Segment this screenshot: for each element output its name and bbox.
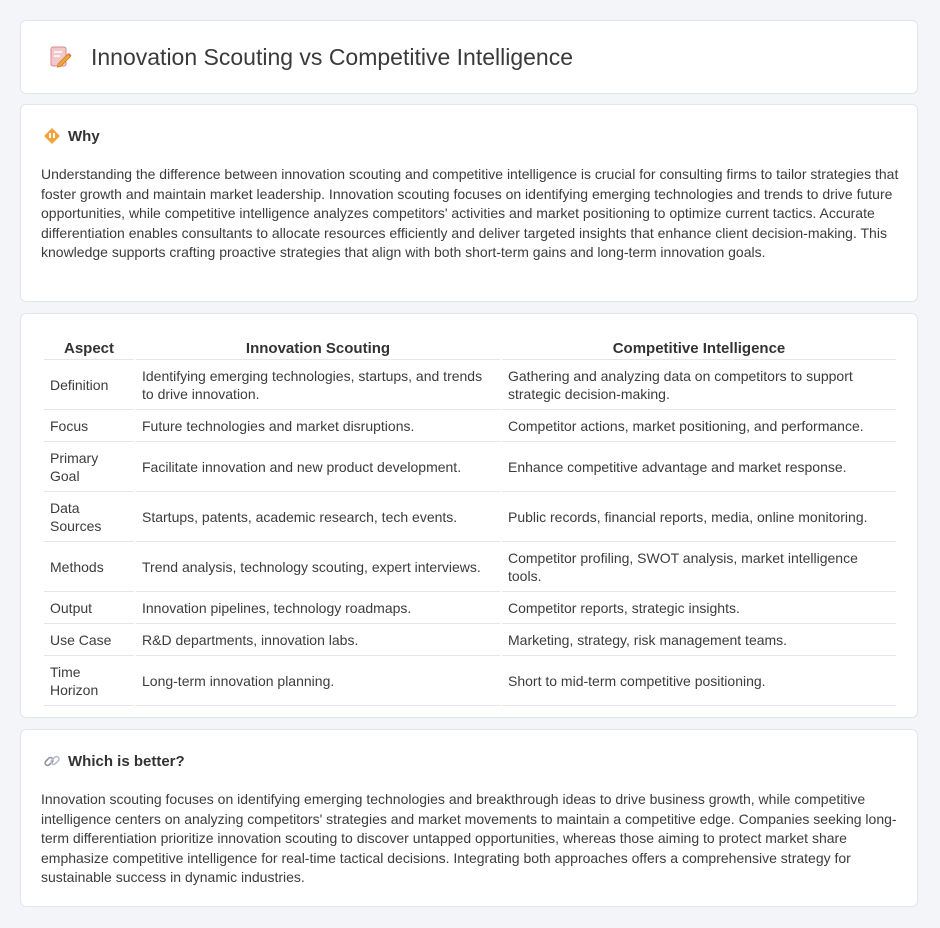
- why-section: [20, 104, 918, 302]
- row-aspect: Methods: [44, 542, 134, 592]
- table-row: [44, 542, 896, 592]
- better-text: Innovation scouting focuses on identifying emerging technologies and breakthrough ideas to drive business growth, while competitive intelligence centers on analyzing competitors' strategies and market movements to maintain a competitive edge. Companies seeking long-term differentiation prioritize innovation scouting to discover untapped opportunities, whereas those aiming to protect market share emphasize competitive intelligence for real-time tactical decisions. Integrating both approaches offers a comprehensive strategy for sustainable success in dynamic industries.: [41, 791, 897, 885]
- row-intelligence-value: Public records, financial reports, media, online monitoring.: [502, 492, 896, 542]
- table-row: [44, 492, 896, 542]
- row-innovation-value: Future technologies and market disruptions.: [136, 410, 500, 442]
- table-row: [44, 442, 896, 492]
- row-intelligence-value: Competitor reports, strategic insights.: [502, 592, 896, 624]
- header-competitive-intelligence: Competitive Intelligence: [502, 335, 896, 360]
- row-aspect: Time Horizon: [44, 656, 134, 706]
- title-row: [21, 21, 917, 93]
- row-aspect: Output: [44, 592, 134, 624]
- row-innovation-value: Facilitate innovation and new product development.: [136, 442, 500, 492]
- row-intelligence-value: Enhance competitive advantage and market response.: [502, 442, 896, 492]
- better-heading: Which is better?: [68, 752, 185, 770]
- link-icon: [43, 752, 61, 770]
- row-innovation-value: R&D departments, innovation labs.: [136, 624, 500, 656]
- row-aspect: Data Sources: [44, 492, 134, 542]
- which-is-better-section: [20, 729, 918, 907]
- comparison-table: [42, 335, 898, 706]
- row-aspect: Use Case: [44, 624, 134, 656]
- table-row: [44, 624, 896, 656]
- table-row: [44, 592, 896, 624]
- table-row: [44, 360, 896, 410]
- better-heading-row: [43, 752, 185, 770]
- row-aspect: Definition: [44, 360, 134, 410]
- row-aspect: Primary Goal: [44, 442, 134, 492]
- comparison-section: [20, 313, 918, 718]
- row-innovation-value: Innovation pipelines, technology roadmaps.: [136, 592, 500, 624]
- row-intelligence-value: Gathering and analyzing data on competitors to support strategic decision-making.: [502, 360, 896, 410]
- row-innovation-value: Identifying emerging technologies, startups, and trends to drive innovation.: [136, 360, 500, 410]
- document-pencil-icon: [47, 44, 73, 70]
- header-innovation-scouting: Innovation Scouting: [136, 335, 500, 360]
- page-title: Innovation Scouting vs Competitive Intelligence: [91, 43, 574, 70]
- row-intelligence-value: Competitor actions, market positioning, and performance.: [502, 410, 896, 442]
- row-innovation-value: Long-term innovation planning.: [136, 656, 500, 706]
- row-intelligence-value: Short to mid-term competitive positioning.: [502, 656, 896, 706]
- table-row: [44, 656, 896, 706]
- why-heading: Why: [68, 127, 100, 145]
- row-innovation-value: Startups, patents, academic research, tech events.: [136, 492, 500, 542]
- row-intelligence-value: Competitor profiling, SWOT analysis, market intelligence tools.: [502, 542, 896, 592]
- table-header-row: [44, 335, 896, 360]
- title-card: [20, 20, 918, 94]
- warning-diamond-icon: [43, 127, 61, 145]
- table-row: [44, 410, 896, 442]
- why-heading-row: [43, 127, 100, 145]
- row-aspect: Focus: [44, 410, 134, 442]
- header-aspect: Aspect: [44, 335, 134, 360]
- row-innovation-value: Trend analysis, technology scouting, expert interviews.: [136, 542, 500, 592]
- why-text: Understanding the difference between innovation scouting and competitive intelligence is crucial for consulting firms to tailor strategies that foster growth and maintain market leadership. Innovation scouting focuses on identifying emerging technologies and trends to drive future opportunities, while competitive intelligence analyzes competitors' activities and market positioning to optimize current tactics. Accurate differentiation enables consultants to allocate resources efficiently and deliver targeted insights that enhance client decision-making. This knowledge supports crafting proactive strategies that align with both short-term gains and long-term innovation goals.: [41, 166, 899, 260]
- row-intelligence-value: Marketing, strategy, risk management teams.: [502, 624, 896, 656]
